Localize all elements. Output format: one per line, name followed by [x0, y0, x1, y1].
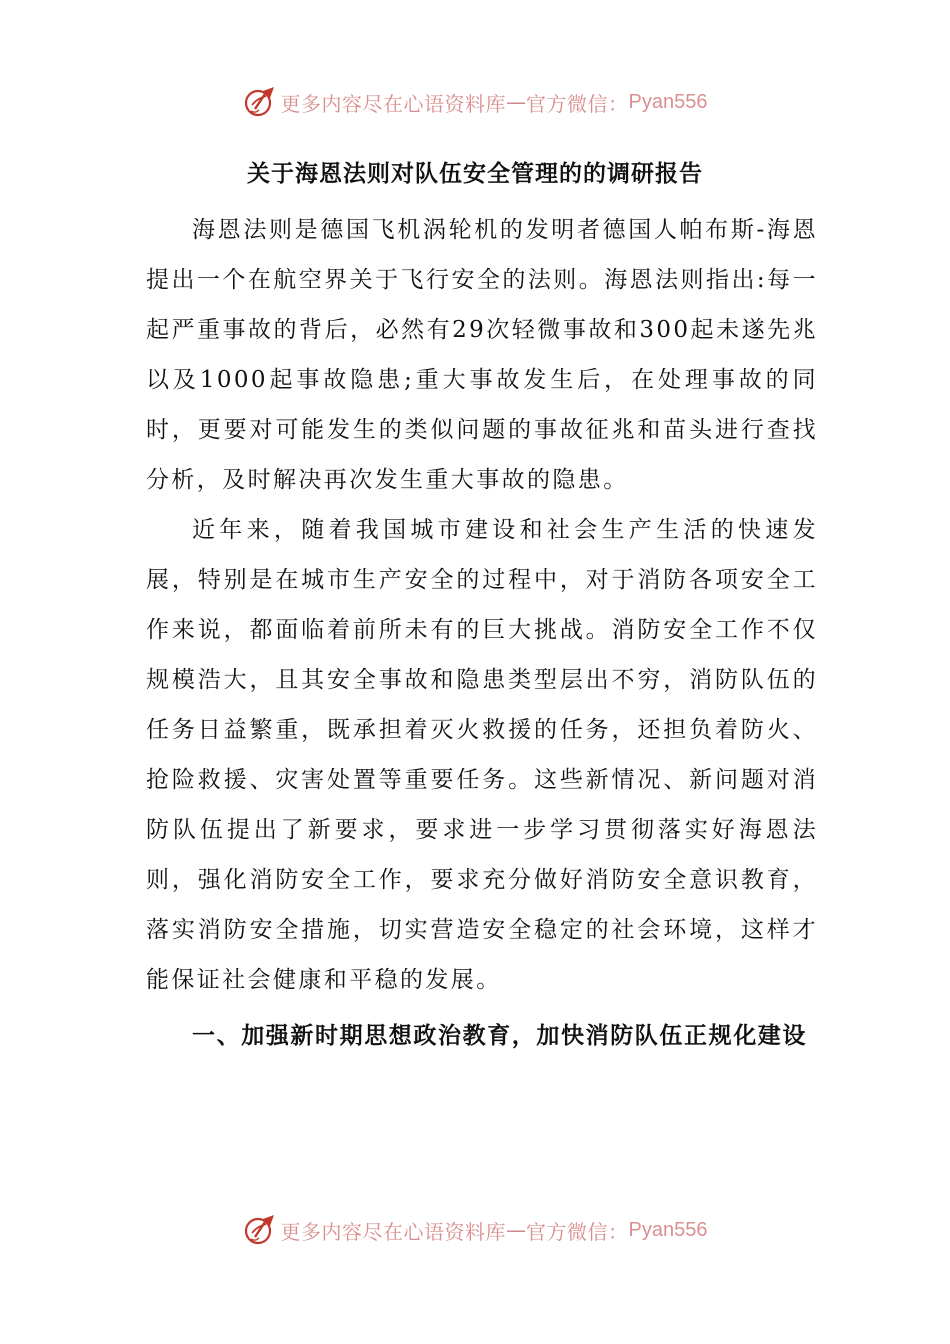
watermark-footer — [0, 1210, 950, 1250]
paragraph-1: 海恩法则是德国飞机涡轮机的发明者德国人帕布斯-海恩提出一个在航空界关于飞行安全的法则。海恩法则指出:每一起严重事故的背后，必然有29次轻微事故和300起未遂先兆以及1000起事故隐患;重大事故发生后，在处理事故的同时，更要对可能发生的类似问题的事故征兆和苗头进行查找分析，及时解决再次发生重大事故的隐患。 — [146, 217, 818, 493]
watermark-label: 官方微信： — [526, 1219, 629, 1244]
pen-logo-icon — [243, 85, 277, 119]
watermark-wechat-id: Pyan556 — [628, 90, 708, 113]
document-title: 关于海恩法则对队伍安全管理的的调研报告 — [247, 160, 703, 187]
watermark-main-text: 更多内容尽在心语资料库 — [280, 91, 507, 116]
watermark-wechat-id: Pyan556 — [628, 1218, 708, 1241]
watermark-main-text: 更多内容尽在心语资料库 — [280, 1219, 507, 1244]
section-heading-1: 一、加强新时期思想政治教育，加快消防队伍正规化建设 — [192, 1022, 807, 1049]
watermark-separator: — — [506, 1218, 527, 1242]
watermark-label: 官方微信： — [526, 91, 629, 116]
document-body — [146, 205, 818, 1061]
watermark-header — [0, 82, 950, 122]
watermark-separator: — — [506, 90, 527, 114]
pen-logo-icon — [243, 1213, 277, 1247]
paragraph-2: 近年来，随着我国城市建设和社会生产生活的快速发展，特别是在城市生产安全的过程中，对于消防各项安全工作来说，都面临着前所未有的巨大挑战。消防安全工作不仅规模浩大，且其安全事故和隐患类型层出不穷，消防队伍的任务日益繁重，既承担着灭火救援的任务，还担负着防火、抢险救援、灾害处置等重要任务。这些新情况、新问题对消防队伍提出了新要求，要求进一步学习贯彻落实好海恩法则，强化消防安全工作，要求充分做好消防安全意识教育，落实消防安全措施，切实营造安全稳定的社会环境，这样才能保证社会健康和平稳的发展。 — [146, 517, 818, 993]
